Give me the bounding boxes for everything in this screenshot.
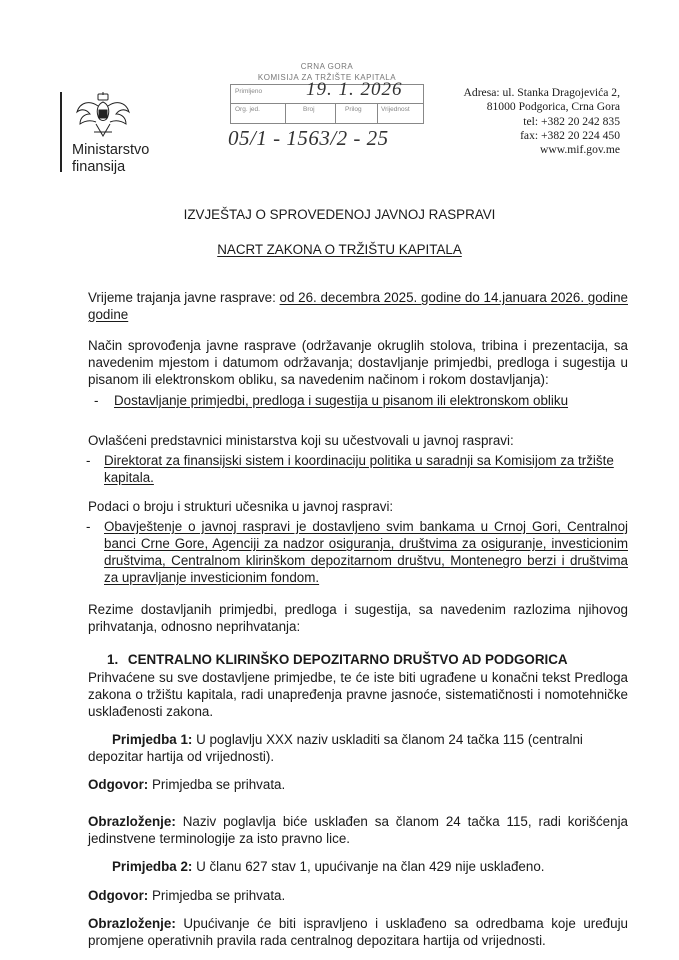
stamp-label-org: Org. jed. bbox=[235, 106, 260, 113]
ministry-name-line2: finansija bbox=[72, 159, 126, 175]
coat-of-arms-icon bbox=[74, 92, 132, 142]
summary-intro: Rezime dostavljanih primjedbi, predloga i sugestija, sa navedenim razlozima njihovog prihvatanja, odnosno neprihvatanja: bbox=[88, 602, 628, 634]
explanation-1 bbox=[88, 813, 628, 847]
stamp-line2: KOMISIJA ZA TRŽIŠTE KAPITALA bbox=[257, 73, 397, 82]
stamp-line1: CRNA GORA bbox=[300, 62, 354, 71]
duration-extra: godine bbox=[88, 307, 129, 322]
stamp-label-received: Primljeno bbox=[235, 88, 263, 95]
answer-2-text: Primjedba se prihvata. bbox=[148, 888, 286, 903]
representatives-bullet: Direktorat za finansijski sistem i koordinaciju politika u saradnji sa Komisijom za tržište kapitala. bbox=[104, 453, 614, 485]
remark-2 bbox=[88, 858, 628, 875]
answer-1-text: Primjedba se prihvata. bbox=[148, 777, 286, 792]
remark-2-text: U članu 627 stav 1, upućivanje na član 429 nije usklađeno. bbox=[192, 859, 545, 874]
address-line1: Adresa: ul. Stanka Dragojevića 2, bbox=[463, 86, 620, 99]
stamp-label-broj: Broj bbox=[303, 106, 315, 113]
representatives-intro: Ovlašćeni predstavnici ministarstva koji su učestvovali u javnoj raspravi: bbox=[88, 433, 514, 448]
bullet-dash: - bbox=[94, 393, 99, 408]
answer-1-label: Odgovor: bbox=[88, 777, 149, 792]
section-intro: Prihvaćene su sve dostavljene primjedbe, te će iste biti ugrađene u konačni tekst Predloga zakona o tržištu kapitala, radi unapređenja pravne jasnoće, sistematičnosti i nomotehničke usklađenosti zakona. bbox=[88, 670, 628, 719]
remark-1 bbox=[88, 731, 628, 765]
duration-label: Vrijeme trajanja javne rasprave: bbox=[88, 290, 280, 305]
answer-1 bbox=[88, 776, 628, 793]
explanation-1-label: Obrazloženje: bbox=[88, 814, 176, 829]
section-heading bbox=[107, 652, 568, 667]
method-bullet: Dostavljanje primjedbi, predloga i sugestija u pisanom ili elektronskom obliku bbox=[114, 393, 569, 408]
ministry-name-line1: Ministarstvo bbox=[72, 142, 150, 158]
bullet-dash: - bbox=[86, 519, 91, 534]
explanation-1-text: Naziv poglavlja biće usklađen sa članom 24 tačka 115, radi korišćenja jedinstvene terminologije za isto pravno lice. bbox=[88, 814, 628, 846]
representatives-bullet-item bbox=[86, 452, 628, 486]
method-bullet-item bbox=[94, 392, 628, 409]
participants-bullet-item bbox=[86, 518, 628, 586]
stamp-number-handwritten: 05/1 - 1563/2 - 25 bbox=[228, 126, 389, 150]
duration-value: od 26. decembra 2025. godine do 14.januara 2026. godine bbox=[279, 290, 628, 305]
address-block bbox=[430, 86, 620, 157]
answer-2-label: Odgovor: bbox=[88, 888, 149, 903]
explanation-2 bbox=[88, 915, 628, 949]
section-number: 1. bbox=[107, 652, 119, 667]
participants-intro: Podaci o broju i strukturi učesnika u javnoj raspravi: bbox=[88, 499, 394, 514]
bullet-dash: - bbox=[86, 453, 91, 468]
answer-2 bbox=[88, 887, 628, 904]
address-web: www.mif.gov.me bbox=[540, 143, 620, 157]
stamp-label-vrijednost: Vrijednost bbox=[381, 106, 410, 113]
document-subtitle: NACRT ZAKONA O TRŽIŠTU KAPITALA bbox=[217, 242, 462, 257]
section-title: CENTRALNO KLIRINŠKO DEPOZITARNO DRUŠTVO AD PODGORICA bbox=[127, 652, 568, 667]
remark-2-label: Primjedba 2: bbox=[112, 859, 193, 874]
registry-stamp bbox=[228, 62, 426, 162]
explanation-2-label: Obrazloženje: bbox=[88, 916, 176, 931]
remark-1-label: Primjedba 1: bbox=[112, 732, 193, 747]
remark-1-text: U poglavlju XXX naziv uskladiti sa članom 24 tačka 115 (centralni depozitar hartija od vrijednosti). bbox=[88, 732, 583, 764]
address-line2: 81000 Podgorica, Crna Gora bbox=[486, 100, 620, 114]
method-intro: Način sprovođenja javne rasprave (održavanje okruglih stolova, tribina i prezentacija, sa navedenim mjestom i datumom održavanja; dostavljanje primjedbi, predloga i sugestija u pisanom ili elektronskom obliku, sa navedenim načinom i rokom dostavljanja): bbox=[88, 338, 628, 387]
vertical-rule bbox=[60, 92, 62, 172]
duration-paragraph bbox=[88, 289, 628, 323]
participants-bullet: Obavještenje o javnoj raspravi je dostavljeno svim bankama u Crnoj Gori, Centralnoj banci Crne Gore, Agenciji za nadzor osiguranja, društvima za osiguranje, investicionim društvima, Centralnom klirinškom depozitarnom društvu, Montenegro berzi i društvima za upravljanje investicionim fondom. bbox=[104, 519, 628, 585]
address-tel: tel: +382 20 242 835 bbox=[523, 114, 620, 128]
explanation-2-text: Upućivanje će biti ispravljeno i usklađeno sa odredbama koje uređuju promjene operativnih pravila rada centralnog depozitara hartija od vrijednosti. bbox=[88, 916, 628, 948]
document-title: IZVJEŠTAJ O SPROVEDENOJ JAVNOJ RASPRAVI bbox=[183, 207, 496, 222]
stamp-label-prilog: Prilog bbox=[345, 106, 362, 113]
letterhead-left bbox=[60, 92, 200, 182]
stamp-date-handwritten: 19. 1. 2026 bbox=[306, 79, 403, 100]
address-fax: fax: +382 20 224 450 bbox=[520, 128, 620, 142]
